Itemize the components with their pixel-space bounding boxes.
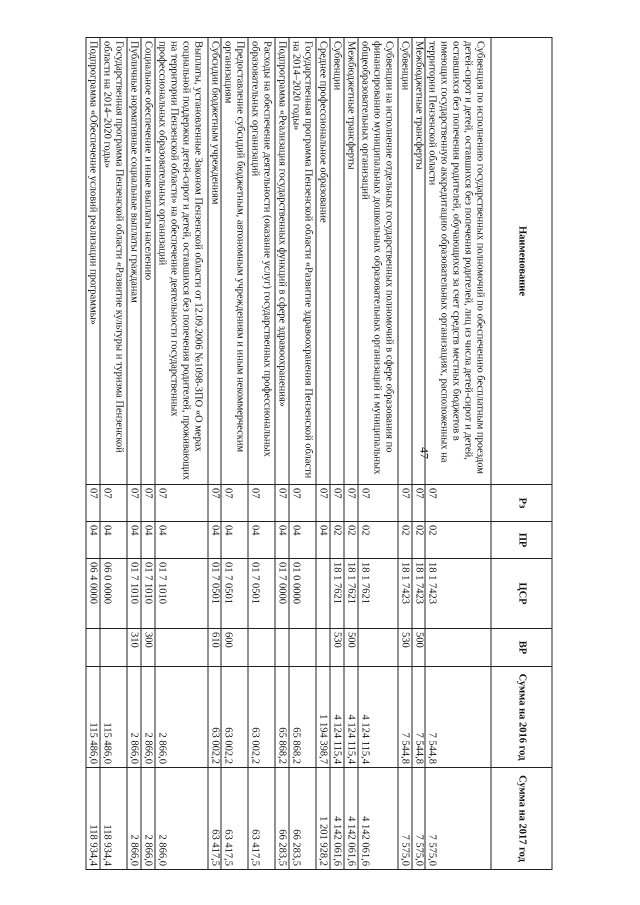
- row-rz: 07: [398, 485, 412, 522]
- row-sum-2016: 65 868,2: [289, 667, 316, 768]
- row-pr: 04: [248, 522, 275, 559]
- row-csr: 06 4 0000: [86, 559, 100, 629]
- row-sum-2016: 1 194 398,7: [316, 667, 330, 768]
- row-sum-2016: 2 866,0: [127, 667, 141, 768]
- row-vr: 530: [330, 629, 344, 667]
- row-sum-2016: 2 866,0: [141, 667, 155, 768]
- table-row: [155, 38, 208, 870]
- row-csr: 06 0 0000: [100, 559, 127, 629]
- row-rz: 07: [141, 485, 155, 522]
- row-sum-2016: 2 866,0: [155, 667, 208, 768]
- col-header-name: Наименование: [491, 38, 552, 485]
- row-vr: 600: [222, 629, 249, 667]
- row-rz: 07: [155, 485, 208, 522]
- row-sum-2017: 7 575,0: [398, 768, 412, 870]
- col-header-sum-2016: Сумма на 2016 год: [491, 667, 552, 768]
- row-name: Субвенции на исполнение отдельных государственных полномочий в сфере образования по финансированию муниципальных дошкольных образовательных организаций и муниципальных общеобразовательных организаций: [358, 38, 398, 485]
- row-name: Среднее профессиональное образование: [316, 38, 330, 485]
- row-sum-2017: 118 934,4: [100, 768, 127, 870]
- row-csr: 18 1 7621: [358, 559, 398, 629]
- table-row: [222, 38, 249, 870]
- row-rz: 07: [100, 485, 127, 522]
- row-sum-2016: 4 124 115,4: [330, 667, 344, 768]
- table-row: [127, 38, 141, 870]
- row-sum-2017: 118 934,4: [86, 768, 100, 870]
- row-name: Субвенции: [398, 38, 412, 485]
- row-sum-2017: 63 417,5: [208, 768, 222, 870]
- row-sum-2017: 66 283,5: [289, 768, 316, 870]
- row-vr: 300: [141, 629, 155, 667]
- row-name: Социальное обеспечение и иные выплаты населению: [141, 38, 155, 485]
- row-sum-2017: 63 417,5: [222, 768, 249, 870]
- row-sum-2016: 63 002,2: [222, 667, 249, 768]
- row-pr: 02: [398, 522, 412, 559]
- row-rz: 07: [316, 485, 330, 522]
- row-pr: 04: [316, 522, 330, 559]
- row-pr: 04: [127, 522, 141, 559]
- row-vr: [316, 629, 330, 667]
- row-pr: 02: [425, 522, 491, 559]
- table-row: [358, 38, 398, 870]
- row-csr: 18 1 7423: [425, 559, 491, 629]
- row-csr: 01 7 1010: [141, 559, 155, 629]
- table-header-row: [491, 38, 552, 870]
- table-row: [289, 38, 316, 870]
- row-sum-2017: 63 417,5: [248, 768, 275, 870]
- page-number: 47: [417, 447, 432, 459]
- row-pr: 04: [275, 522, 289, 559]
- row-pr: 02: [344, 522, 358, 559]
- row-vr: [155, 629, 208, 667]
- row-vr: 610: [208, 629, 222, 667]
- table-row: [425, 38, 491, 870]
- row-name: Субвенция по исполнению государственных полномочий по обеспечению бесплатным проездом детей-сирот и детей, оставшихся без попечения родителей, лиц из числа детей-сирот и детей, оставшихся без попечения родителей, обучающихся за счет средств местных бюджетов в имеющих государственную аккредитацию образовательных организациях, расположенных на территории Пензенской области: [425, 38, 491, 485]
- row-rz: 07: [275, 485, 289, 522]
- row-rz: 07: [127, 485, 141, 522]
- row-csr: 01 7 1010: [127, 559, 141, 629]
- row-pr: 02: [330, 522, 344, 559]
- row-sum-2016: 7 544,8: [412, 667, 426, 768]
- row-csr: 01 7 0000: [275, 559, 289, 629]
- budget-table-container: [86, 37, 553, 869]
- row-name: Публичные нормативные социальные выплаты гражданам: [127, 38, 141, 485]
- row-pr: 04: [222, 522, 249, 559]
- row-csr: 01 7 0501: [222, 559, 249, 629]
- budget-table: [86, 37, 553, 870]
- row-rz: 07: [208, 485, 222, 522]
- row-csr: 01 0 0000: [289, 559, 316, 629]
- table-row: [412, 38, 426, 870]
- row-csr: [316, 559, 330, 629]
- row-sum-2017: 7 575,0: [425, 768, 491, 870]
- row-vr: 500: [344, 629, 358, 667]
- row-csr: 18 1 7423: [398, 559, 412, 629]
- row-csr: 18 1 7423: [412, 559, 426, 629]
- row-pr: 02: [358, 522, 398, 559]
- table-row: [398, 38, 412, 870]
- row-rz: 07: [222, 485, 249, 522]
- row-name: Предоставление субсидий бюджетным, автономным учреждениям и иным некоммерческим организациям: [222, 38, 249, 485]
- row-pr: 04: [141, 522, 155, 559]
- row-rz: 07: [358, 485, 398, 522]
- col-header-sum-2017: Сумма на 2017 год: [491, 768, 552, 870]
- row-sum-2017: 66 283,5: [275, 768, 289, 870]
- row-sum-2017: 4 142 061,6: [358, 768, 398, 870]
- row-sum-2017: 1 201 928,2: [316, 768, 330, 870]
- row-sum-2016: 115 486,0: [100, 667, 127, 768]
- col-header-rz: Рз: [491, 485, 552, 522]
- row-pr: 04: [100, 522, 127, 559]
- row-csr: 18 1 7621: [344, 559, 358, 629]
- row-rz: 07: [330, 485, 344, 522]
- row-sum-2016: 115 486,0: [86, 667, 100, 768]
- row-rz: 07: [425, 485, 491, 522]
- table-row: [275, 38, 289, 870]
- table-row: [141, 38, 155, 870]
- row-name: Межбюджетные трансферты: [412, 38, 426, 485]
- row-name: Расходы на обеспечение деятельности (оказание услуг) государственных профессиональных образовательных организаций: [248, 38, 275, 485]
- table-row: [86, 38, 100, 870]
- row-vr: 530: [398, 629, 412, 667]
- table-row: [208, 38, 222, 870]
- row-sum-2017: 2 866,0: [127, 768, 141, 870]
- col-header-csr: ЦСР: [491, 559, 552, 629]
- row-sum-2017: 2 866,0: [141, 768, 155, 870]
- row-csr: 18 1 7621: [330, 559, 344, 629]
- row-csr: 01 7 0501: [208, 559, 222, 629]
- row-sum-2016: 7 544,8: [398, 667, 412, 768]
- row-name: Подпрограмма «Реализация государственных функций в сфере здравоохранения»: [275, 38, 289, 485]
- row-sum-2016: 4 124 115,4: [358, 667, 398, 768]
- row-sum-2016: 63 002,2: [248, 667, 275, 768]
- row-csr: 01 7 0501: [248, 559, 275, 629]
- row-sum-2016: 4 124 115,4: [344, 667, 358, 768]
- row-rz: 07: [344, 485, 358, 522]
- row-vr: [100, 629, 127, 667]
- row-name: Субвенции: [330, 38, 344, 485]
- row-pr: 04: [208, 522, 222, 559]
- row-sum-2017: 7 575,0: [412, 768, 426, 870]
- row-vr: [248, 629, 275, 667]
- row-vr: 310: [127, 629, 141, 667]
- row-name: Государственная программа Пензенской области «Развитие культуры и туризма Пензенской области на 2014–2020 годы»: [100, 38, 127, 485]
- row-vr: 500: [412, 629, 426, 667]
- row-rz: 07: [289, 485, 316, 522]
- row-name: Субсидии бюджетным учреждениям: [208, 38, 222, 485]
- row-name: Подпрограмма «Обеспечение условий реализации программы»: [86, 38, 100, 485]
- row-vr: [289, 629, 316, 667]
- row-sum-2016: 7 544,8: [425, 667, 491, 768]
- table-row: [344, 38, 358, 870]
- table-row: [330, 38, 344, 870]
- row-sum-2017: 4 142 061,6: [344, 768, 358, 870]
- row-sum-2017: 2 866,0: [155, 768, 208, 870]
- row-pr: 04: [155, 522, 208, 559]
- row-rz: 07: [86, 485, 100, 522]
- table-row: [100, 38, 127, 870]
- row-vr: [425, 629, 491, 667]
- row-rz: 07: [412, 485, 426, 522]
- row-name: Государственная программа Пензенской области «Развитие здравоохранения Пензенской области на 2014–2020 годы»: [289, 38, 316, 485]
- row-rz: 07: [248, 485, 275, 522]
- col-header-pr: ПР: [491, 522, 552, 559]
- row-vr: [275, 629, 289, 667]
- row-name: Межбюджетные трансферты: [344, 38, 358, 485]
- row-name: Выплаты, установленные Законом Пензенской области от 12.09.2006 №1098-ЗПО «О мерах социальной поддержки детей-сирот и детей, оставшихся без попечения родителей, проживающих на территории Пензенской области» на обеспечение деятельности государственных профессиональных образовательных организаций: [155, 38, 208, 485]
- row-csr: 01 7 1010: [155, 559, 208, 629]
- row-pr: 02: [412, 522, 426, 559]
- row-pr: 04: [86, 522, 100, 559]
- row-vr: [86, 629, 100, 667]
- row-vr: [358, 629, 398, 667]
- row-sum-2016: 65 868,2: [275, 667, 289, 768]
- table-row: [248, 38, 275, 870]
- row-sum-2016: 63 002,2: [208, 667, 222, 768]
- col-header-vr: ВР: [491, 629, 552, 667]
- row-sum-2017: 4 142 061,6: [330, 768, 344, 870]
- row-pr: 04: [289, 522, 316, 559]
- table-row: [316, 38, 330, 870]
